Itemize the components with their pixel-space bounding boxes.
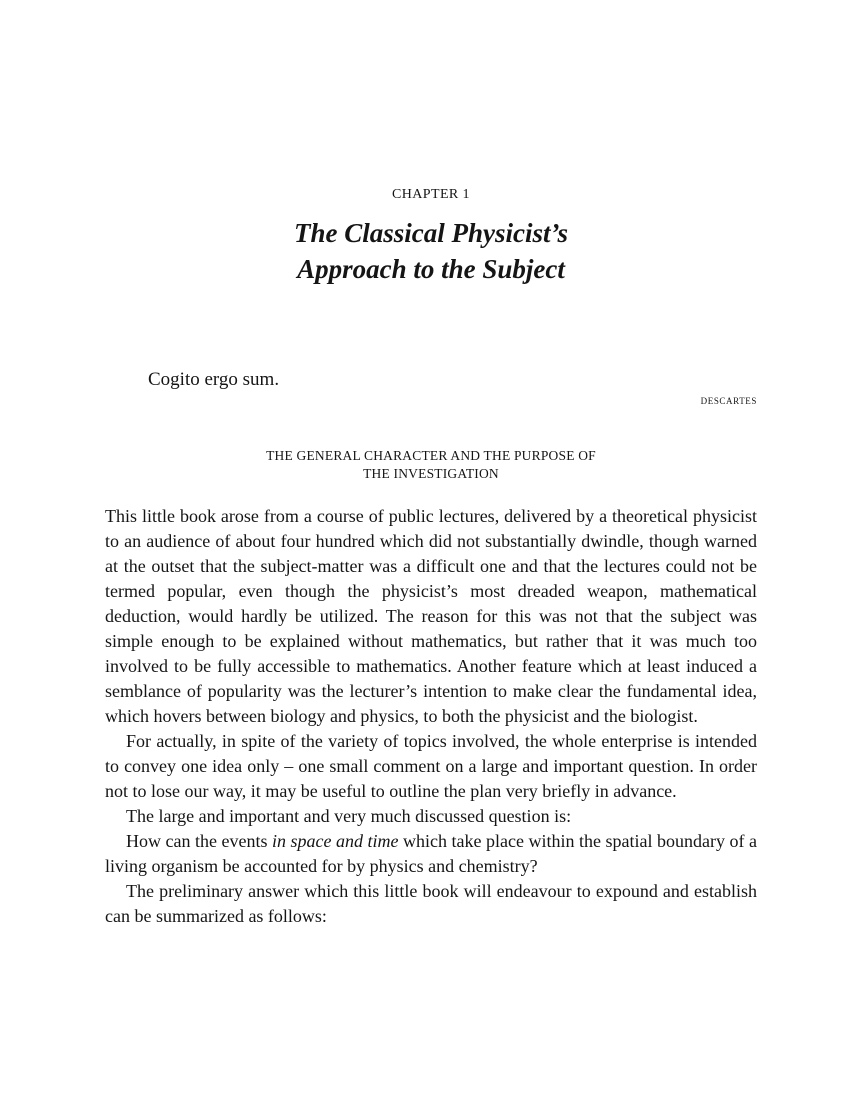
epigraph bbox=[105, 368, 757, 407]
paragraph-1: This little book arose from a course of public lectures, delivered by a theoretical physicist to an audience of about four hundred which did not substantially dwindle, though warned at the outset that the subject-matter was a difficult one and that the lectures could not be termed popular, even though the physicist’s most dreaded weapon, mathematical deduction, would hardly be utilized. The reason for this was not that the subject was simple enough to be explained without mathematics, but rather that it was much too involved to be fully accessible to mathematics. Another feature which at least induced a semblance of popularity was the lecturer’s intention to make clear the fundamental idea, which hovers between biology and physics, to both the physicist and the biologist. bbox=[105, 506, 757, 726]
paragraph-4 bbox=[105, 829, 757, 879]
chapter-label: CHAPTER 1 bbox=[392, 187, 470, 202]
paragraph-3: The large and important and very much discussed question is: bbox=[126, 806, 572, 826]
section-heading bbox=[105, 447, 757, 483]
paragraph-2: For actually, in spite of the variety of topics involved, the whole enterprise is intended to convey one idea only – one small comment on a large and important question. In order not to lose our way, it may be useful to outline the plan very briefly in advance. bbox=[105, 731, 757, 801]
chapter-title-line-2: Approach to the Subject bbox=[297, 254, 565, 284]
paragraph-4-italic-phrase: in space and time bbox=[272, 831, 399, 851]
epigraph-attribution: DESCARTES bbox=[700, 396, 757, 406]
chapter-title bbox=[105, 215, 757, 287]
epigraph-quote: Cogito ergo sum. bbox=[148, 369, 280, 390]
section-heading-line-2: THE INVESTIGATION bbox=[363, 466, 499, 481]
body-text bbox=[105, 504, 757, 929]
chapter-title-line-1: The Classical Physicist’s bbox=[294, 218, 568, 248]
paragraph-4-prefix: How can the events bbox=[126, 831, 272, 851]
page-content bbox=[105, 0, 757, 929]
paragraph-5: The preliminary answer which this little book will endeavour to expound and establish can be summarized as follows: bbox=[105, 881, 757, 926]
section-heading-line-1: THE GENERAL CHARACTER AND THE PURPOSE OF bbox=[266, 448, 596, 463]
paragraph-4-suffix: which take place within the spatial boundary of a living organism be accounted for by physics and chemistry? bbox=[105, 831, 757, 876]
